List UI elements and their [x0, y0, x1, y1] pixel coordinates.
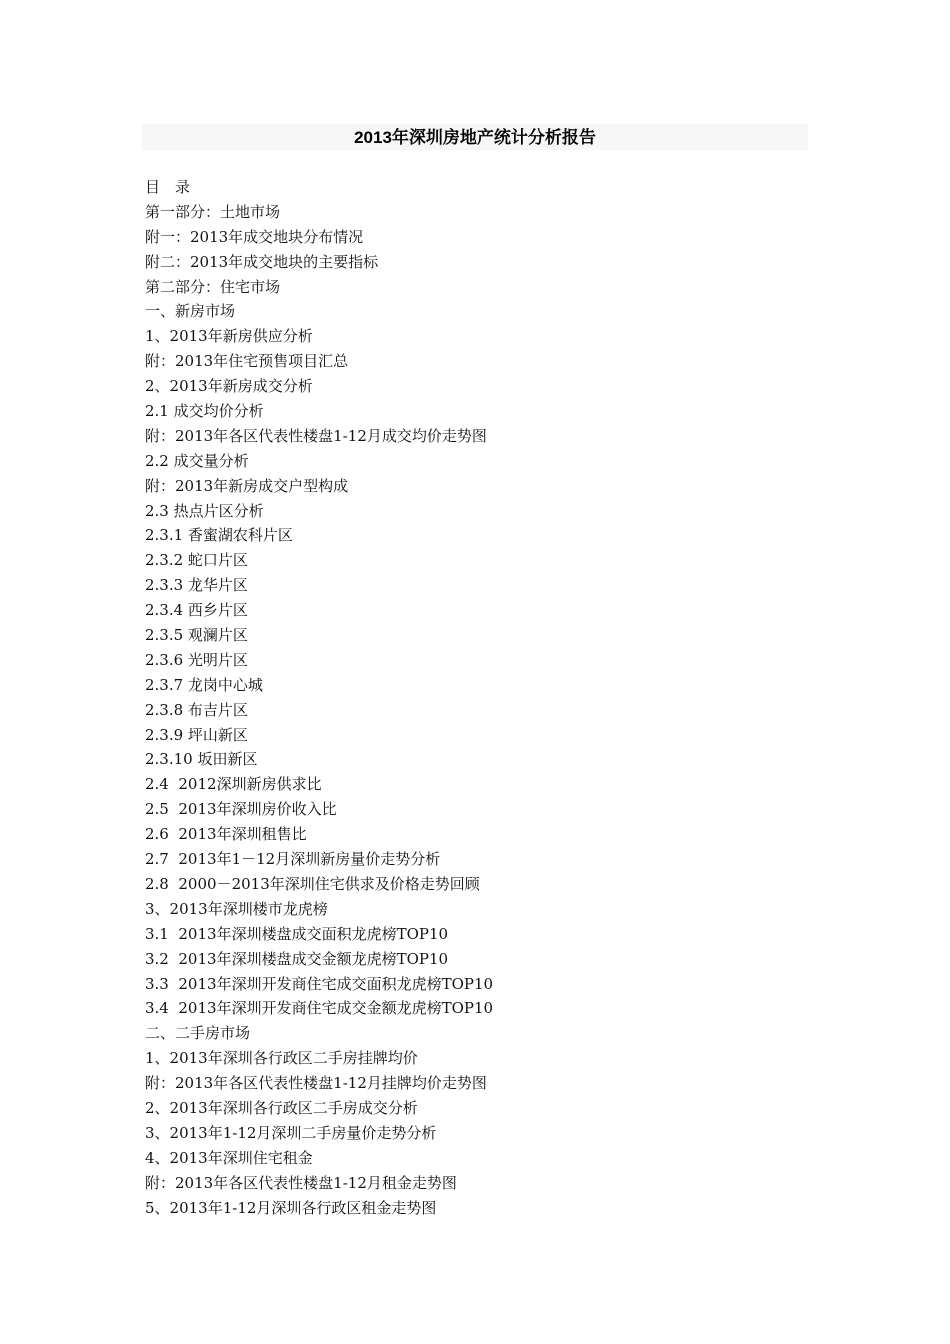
toc-entry: 2.3.10 坂田新区: [145, 750, 258, 769]
toc-entry: 第二部分：住宅市场: [145, 277, 281, 296]
toc-entry: 3.4 2013年深圳开发商住宅成交金额龙虎榜TOP10: [145, 999, 494, 1018]
toc-entry: 3、2013年1-12月深圳二手房量价走势分析: [145, 1123, 437, 1142]
toc-entry: 二、二手房市场: [145, 1024, 251, 1043]
toc-entry: 第一部分：土地市场: [145, 202, 281, 221]
toc-entry: 2.8 2000－2013年深圳住宅供求及价格走势回顾: [145, 874, 480, 893]
toc-entry: 2、2013年深圳各行政区二手房成交分析: [145, 1098, 418, 1117]
toc-entry: 2.3 热点片区分析: [145, 501, 264, 520]
toc-entry: 3.2 2013年深圳楼盘成交金额龙虎榜TOP10: [145, 949, 449, 968]
toc-entry: 附一：2013年成交地块分布情况: [145, 227, 364, 246]
toc-entry: 2.3.1 香蜜湖农科片区: [145, 526, 293, 545]
toc-entry: 5、2013年1-12月深圳各行政区租金走势图: [145, 1198, 437, 1217]
toc-entry: 2.3.7 龙岗中心城: [145, 675, 263, 694]
toc-entry: 附：2013年各区代表性楼盘1-12月成交均价走势图: [145, 426, 487, 445]
toc-entry: 1、2013年深圳各行政区二手房挂牌均价: [145, 1049, 418, 1068]
toc-entry: 2.1 成交均价分析: [145, 402, 264, 421]
toc-entry: 2.3.3 龙华片区: [145, 576, 248, 595]
toc-entry: 一、新房市场: [145, 302, 236, 321]
toc-entry: 2.4 2012深圳新房供求比: [145, 775, 322, 794]
toc-entry: 附：2013年新房成交户型构成: [145, 476, 349, 495]
table-of-contents: [145, 175, 493, 1220]
toc-entry: 附二：2013年成交地块的主要指标: [145, 252, 379, 271]
toc-entry: 2.3.6 光明片区: [145, 650, 248, 669]
document-title: 2013年深圳房地产统计分析报告: [354, 128, 596, 147]
toc-entry: 2.5 2013年深圳房价收入比: [145, 800, 337, 819]
toc-entry: 附：2013年住宅预售项目汇总: [145, 352, 349, 371]
toc-entry: 2.3.5 观澜片区: [145, 626, 248, 645]
toc-entry: 2、2013年新房成交分析: [145, 377, 313, 396]
toc-entry: 2.7 2013年1－12月深圳新房量价走势分析: [145, 850, 441, 869]
toc-entry: 3、2013年深圳楼市龙虎榜: [145, 899, 328, 918]
toc-entry: 2.6 2013年深圳租售比: [145, 825, 307, 844]
toc-entry: 1、2013年新房供应分析: [145, 327, 313, 346]
toc-entry: 附：2013年各区代表性楼盘1-12月租金走势图: [145, 1173, 457, 1192]
toc-entry: 目 录: [145, 178, 191, 196]
toc-entry: 2.3.4 西乡片区: [145, 601, 248, 620]
toc-entry: 4、2013年深圳住宅租金: [145, 1148, 313, 1167]
toc-entry: 2.2 成交量分析: [145, 451, 249, 470]
toc-entry: 3.3 2013年深圳开发商住宅成交面积龙虎榜TOP10: [145, 974, 494, 993]
toc-entry: 2.3.8 布吉片区: [145, 700, 248, 719]
toc-entry: 附：2013年各区代表性楼盘1-12月挂牌均价走势图: [145, 1074, 487, 1093]
toc-entry: 2.3.9 坪山新区: [145, 725, 248, 744]
toc-entry: 3.1 2013年深圳楼盘成交面积龙虎榜TOP10: [145, 924, 449, 943]
toc-entry: 2.3.2 蛇口片区: [145, 551, 248, 570]
